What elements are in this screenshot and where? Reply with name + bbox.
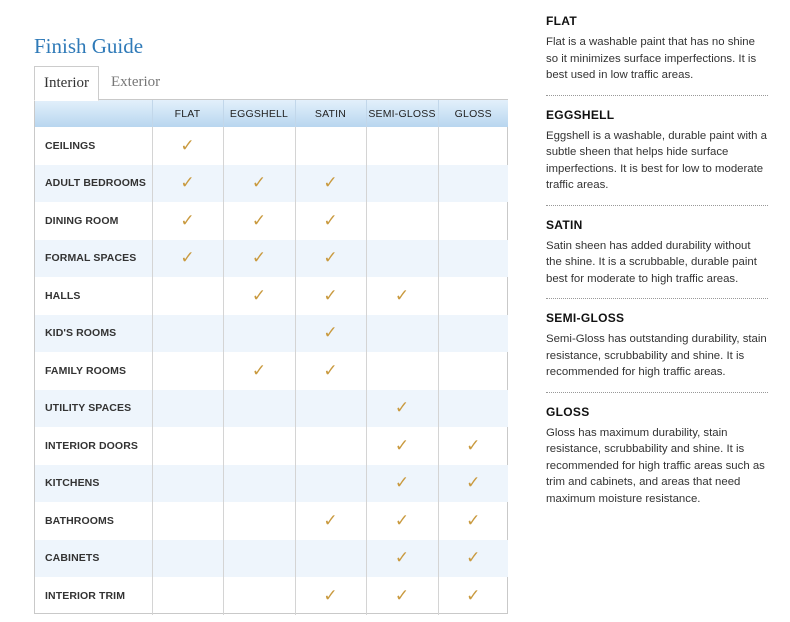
table-row <box>35 465 508 503</box>
finish-section <box>546 14 768 96</box>
tab-interior[interactable]: Interior <box>34 66 99 101</box>
row-label: FORMAL SPACES <box>35 240 152 278</box>
finish-title: FLAT <box>546 14 577 28</box>
check-icon: ✓ <box>466 585 481 605</box>
cell-gloss <box>438 165 508 203</box>
cell-semi-gloss <box>366 240 438 278</box>
cell-eggshell <box>223 315 295 353</box>
finish-tabs <box>34 66 169 100</box>
cell-eggshell <box>223 540 295 578</box>
check-icon: ✓ <box>323 323 338 343</box>
cell-eggshell <box>223 390 295 428</box>
row-label: BATHROOMS <box>45 514 114 527</box>
cell-eggshell <box>223 165 295 203</box>
cell-eggshell <box>223 577 295 615</box>
cell-satin <box>295 240 366 278</box>
cell-semi-gloss <box>366 502 438 540</box>
check-icon: ✓ <box>394 510 410 530</box>
finish-description: Gloss has maximum durability, stain resistance, scrubbability and shine. It is recommended for high traffic areas such as trim and cabinets, and areas that need maximum moisture resistance. <box>546 426 765 505</box>
table-row <box>35 577 508 615</box>
cell-semi-gloss <box>366 540 438 578</box>
table-body <box>35 127 508 615</box>
cell-gloss <box>438 540 508 578</box>
cell-gloss <box>438 427 508 465</box>
cell-eggshell <box>223 277 295 315</box>
check-icon: ✓ <box>180 173 195 193</box>
table-row <box>35 165 508 203</box>
header-eggshell: EGGSHELL <box>223 100 295 127</box>
table-row <box>35 240 508 278</box>
table-row <box>35 127 508 165</box>
cell-semi-gloss <box>366 577 438 615</box>
cell-satin <box>295 352 366 390</box>
check-icon: ✓ <box>394 398 410 418</box>
check-icon: ✓ <box>251 210 267 230</box>
cell-satin <box>295 127 366 165</box>
cell-gloss <box>438 352 508 390</box>
check-icon: ✓ <box>323 360 338 380</box>
row-label: KITCHENS <box>35 465 152 503</box>
cell-semi-gloss <box>366 427 438 465</box>
cell-flat <box>152 277 223 315</box>
header-gloss: GLOSS <box>438 100 508 127</box>
cell-gloss <box>438 315 508 353</box>
cell-gloss <box>438 202 508 240</box>
cell-flat <box>152 427 223 465</box>
cell-gloss <box>438 390 508 428</box>
check-icon: ✓ <box>323 510 338 530</box>
cell-gloss <box>438 577 508 615</box>
check-icon: ✓ <box>466 510 481 530</box>
cell-satin <box>295 277 366 315</box>
cell-gloss <box>438 465 508 503</box>
cell-flat <box>152 577 223 615</box>
cell-satin <box>295 577 366 615</box>
finish-description: Eggshell is a washable, durable paint with a subtle sheen that helps hide surface imperfections. It is best for low to moderate traffic areas. <box>546 129 767 191</box>
cell-flat <box>152 465 223 503</box>
table-row <box>35 502 508 540</box>
finish-section <box>546 405 768 519</box>
check-icon: ✓ <box>394 285 410 305</box>
cell-eggshell <box>223 427 295 465</box>
finish-description: Satin sheen has added durability without the shine. It is a scrubbable, durable paint best for moderate to high traffic areas. <box>546 239 757 285</box>
finish-table <box>34 99 508 614</box>
header-semi-gloss: SEMI-GLOSS <box>366 100 438 127</box>
finish-section <box>546 218 768 300</box>
row-label: ADULT BEDROOMS <box>35 165 152 203</box>
finish-title: SEMI-GLOSS <box>546 311 625 325</box>
check-icon: ✓ <box>394 548 410 568</box>
check-icon: ✓ <box>466 473 481 493</box>
cell-satin <box>295 165 366 203</box>
check-icon: ✓ <box>394 435 410 455</box>
row-label: UTILITY SPACES <box>35 390 152 428</box>
cell-semi-gloss <box>366 390 438 428</box>
cell-eggshell <box>223 240 295 278</box>
row-label: INTERIOR TRIM <box>45 589 126 602</box>
check-icon: ✓ <box>394 473 410 493</box>
cell-flat <box>152 390 223 428</box>
cell-semi-gloss <box>366 315 438 353</box>
check-icon: ✓ <box>323 285 338 305</box>
page-title: Finish Guide <box>34 34 144 58</box>
check-icon: ✓ <box>466 548 481 568</box>
check-icon: ✓ <box>323 585 338 605</box>
check-icon: ✓ <box>323 173 338 193</box>
cell-eggshell <box>223 127 295 165</box>
finish-description: Flat is a washable paint that has no shine so it minimizes surface imperfections. It is best used in low traffic areas. <box>546 36 757 81</box>
finish-title: SATIN <box>546 217 583 232</box>
cell-semi-gloss <box>366 465 438 503</box>
cell-eggshell <box>223 465 295 503</box>
cell-flat <box>152 240 223 278</box>
table-row <box>35 352 508 390</box>
finish-title: GLOSS <box>546 404 590 419</box>
cell-flat <box>152 315 223 353</box>
check-icon: ✓ <box>251 360 267 380</box>
finish-section <box>546 108 768 206</box>
table-row <box>35 540 508 578</box>
check-icon: ✓ <box>251 173 267 193</box>
cell-semi-gloss <box>366 202 438 240</box>
cell-satin <box>295 502 366 540</box>
check-icon: ✓ <box>251 248 267 268</box>
cell-satin <box>295 202 366 240</box>
cell-eggshell <box>223 502 295 540</box>
cell-satin <box>295 465 366 503</box>
row-label: CABINETS <box>35 540 152 578</box>
header-satin: SATIN <box>295 100 366 127</box>
finish-descriptions <box>546 14 768 530</box>
finish-description: Semi-Gloss has outstanding durability, stain resistance, scrubbability and shine. It is recommended for high traffic areas. <box>546 333 767 378</box>
finish-title: EGGSHELL <box>546 107 615 122</box>
check-icon: ✓ <box>323 210 338 230</box>
row-label: CEILINGS <box>45 139 96 152</box>
check-icon: ✓ <box>466 435 481 455</box>
cell-flat <box>152 127 223 165</box>
cell-flat <box>152 352 223 390</box>
table-row <box>35 390 508 428</box>
check-icon: ✓ <box>323 248 338 268</box>
row-label: FAMILY ROOMS <box>45 364 127 377</box>
table-row <box>35 202 508 240</box>
row-label: HALLS <box>45 289 81 302</box>
cell-semi-gloss <box>366 165 438 203</box>
cell-gloss <box>438 277 508 315</box>
cell-satin <box>295 390 366 428</box>
cell-flat <box>152 165 223 203</box>
table-row <box>35 427 508 465</box>
cell-flat <box>152 502 223 540</box>
header-flat: FLAT <box>152 100 223 127</box>
cell-gloss <box>438 240 508 278</box>
row-label: DINING ROOM <box>45 214 119 227</box>
cell-satin <box>295 315 366 353</box>
table-header-row <box>35 100 508 127</box>
row-label: INTERIOR DOORS <box>45 439 138 452</box>
cell-satin <box>295 540 366 578</box>
check-icon: ✓ <box>394 585 410 605</box>
cell-flat <box>152 540 223 578</box>
row-label: KID'S ROOMS <box>35 315 152 353</box>
check-icon: ✓ <box>251 285 267 305</box>
cell-eggshell <box>223 352 295 390</box>
table-row <box>35 315 508 353</box>
cell-eggshell <box>223 202 295 240</box>
cell-satin <box>295 427 366 465</box>
check-icon: ✓ <box>180 210 195 230</box>
cell-flat <box>152 202 223 240</box>
finish-section <box>546 311 768 393</box>
check-icon: ✓ <box>180 135 195 155</box>
header-corner <box>35 100 152 127</box>
cell-semi-gloss <box>366 127 438 165</box>
cell-gloss <box>438 502 508 540</box>
cell-semi-gloss <box>366 277 438 315</box>
table-row <box>35 277 508 315</box>
tab-exterior[interactable]: Exterior <box>110 74 161 90</box>
cell-semi-gloss <box>366 352 438 390</box>
cell-gloss <box>438 127 508 165</box>
check-icon: ✓ <box>180 248 195 268</box>
